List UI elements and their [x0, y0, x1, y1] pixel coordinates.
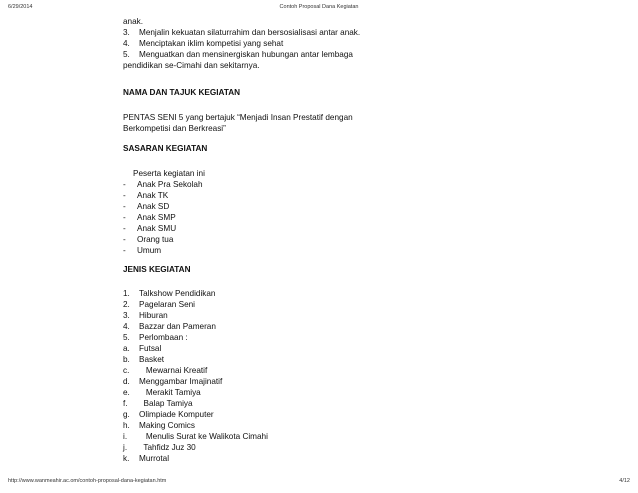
item-text: Menguatkan dan mensinergiskan hubungan antar lembaga: [139, 50, 353, 59]
item-text: Bazzar dan Pameran: [139, 322, 216, 331]
item-text: Tahfidz Juz 30: [139, 443, 196, 452]
list-item: [123, 300, 195, 310]
header-date: 6/29/2014: [8, 4, 33, 10]
bullet-dash: -: [123, 246, 126, 255]
section-heading: JENIS KEGIATAN: [123, 265, 191, 274]
page-header: [0, 4, 638, 12]
item-number: f.: [123, 399, 128, 408]
header-title: Contoh Proposal Dana Kegiatan: [279, 4, 359, 10]
bullet-dash: -: [123, 213, 126, 222]
list-item: [123, 191, 168, 201]
item-text: Futsal: [139, 344, 162, 353]
item-text: Mewarnai Kreatif: [139, 366, 208, 375]
item-number: b.: [123, 355, 130, 364]
list-item: [123, 399, 193, 409]
list-item: [123, 377, 222, 387]
list-item: [123, 311, 168, 321]
list-item: [123, 289, 215, 299]
list-item: [123, 224, 176, 234]
section-heading: SASARAN KEGIATAN: [123, 144, 208, 153]
bullet-dash: -: [123, 224, 126, 233]
list-item: [123, 235, 173, 245]
item-number: 5.: [123, 50, 130, 59]
item-text: Basket: [139, 355, 165, 364]
item-text: Menggambar Imajinatif: [139, 377, 223, 386]
bullet-dash: -: [123, 202, 126, 211]
list-item-text: Anak SMP: [137, 213, 176, 222]
item-number: g.: [123, 410, 130, 419]
list-item-text: Umum: [137, 246, 162, 255]
item-text: Making Comics: [139, 421, 195, 430]
item-text: Murrotal: [139, 454, 170, 463]
item-text: Olimpiade Komputer: [139, 410, 214, 419]
list-item-text: Orang tua: [137, 235, 174, 244]
item-text: Pagelaran Seni: [139, 300, 195, 309]
item-number: j.: [123, 443, 128, 452]
bullet-dash: -: [123, 191, 126, 200]
item-number: h.: [123, 421, 130, 430]
list-item: [123, 344, 161, 354]
list-item: [123, 202, 169, 212]
list-item: [123, 322, 216, 332]
item-number: k.: [123, 454, 130, 463]
list-item: [123, 333, 188, 343]
item-number: 3.: [123, 28, 130, 37]
list-item: [123, 246, 161, 256]
paragraph-line: Peserta kegiatan ini: [133, 169, 205, 178]
paragraph-line: PENTAS SENI 5 yang bertajuk “Menjadi Insan Prestatif dengan: [123, 113, 353, 122]
intro-line: anak.: [123, 17, 144, 26]
item-number: d.: [123, 377, 130, 386]
item-number: i.: [123, 432, 128, 441]
item-number: c.: [123, 366, 130, 375]
list-item: [123, 355, 164, 365]
list-item: [123, 443, 196, 453]
page-number: 4/12: [619, 478, 630, 484]
item-number: 3.: [123, 311, 130, 320]
intro-item-5: [123, 50, 353, 60]
list-item: [123, 454, 169, 464]
list-item: [123, 388, 201, 398]
list-item-text: Anak Pra Sekolah: [137, 180, 203, 189]
list-item-text: Anak SD: [137, 202, 170, 211]
item-number: e.: [123, 388, 130, 397]
item-text: Menulis Surat ke Walikota Cimahi: [139, 432, 268, 441]
item-text: Menciptakan iklim kompetisi yang sehat: [139, 39, 284, 48]
bullet-dash: -: [123, 180, 126, 189]
list-item: [123, 421, 195, 431]
item-text: Hiburan: [139, 311, 168, 320]
list-item: [123, 180, 203, 190]
bullet-dash: -: [123, 235, 126, 244]
intro-item-4: [123, 39, 283, 49]
list-item: [123, 432, 268, 442]
item-number: 1.: [123, 289, 130, 298]
item-number: 4.: [123, 39, 130, 48]
item-text: Balap Tamiya: [139, 399, 193, 408]
intro-item-3: [123, 28, 360, 38]
list-item: [123, 410, 214, 420]
list-item-text: Anak TK: [137, 191, 169, 200]
footer-url: http://www.wanmeahir.ac.om/contoh-proposal-dana-kegiatan.htm: [8, 478, 167, 484]
paragraph-line: Berkompetisi dan Berkreasi”: [123, 124, 226, 133]
item-number: 4.: [123, 322, 130, 331]
item-text: Perlombaan :: [139, 333, 188, 342]
item-number: 2.: [123, 300, 130, 309]
page-footer: [0, 478, 638, 486]
item-text: Merakit Tamiya: [139, 388, 201, 397]
intro-line: pendidikan se-Cimahi dan sekitarnya.: [123, 61, 260, 70]
item-number: a.: [123, 344, 130, 353]
list-item: [123, 213, 176, 223]
list-item: [123, 366, 207, 376]
item-text: Menjalin kekuatan silaturrahim dan bersosialisasi antar anak.: [139, 28, 361, 37]
item-number: 5.: [123, 333, 130, 342]
list-item-text: Anak SMU: [137, 224, 177, 233]
section-heading: NAMA DAN TAJUK KEGIATAN: [123, 88, 241, 97]
item-text: Talkshow Pendidikan: [139, 289, 216, 298]
